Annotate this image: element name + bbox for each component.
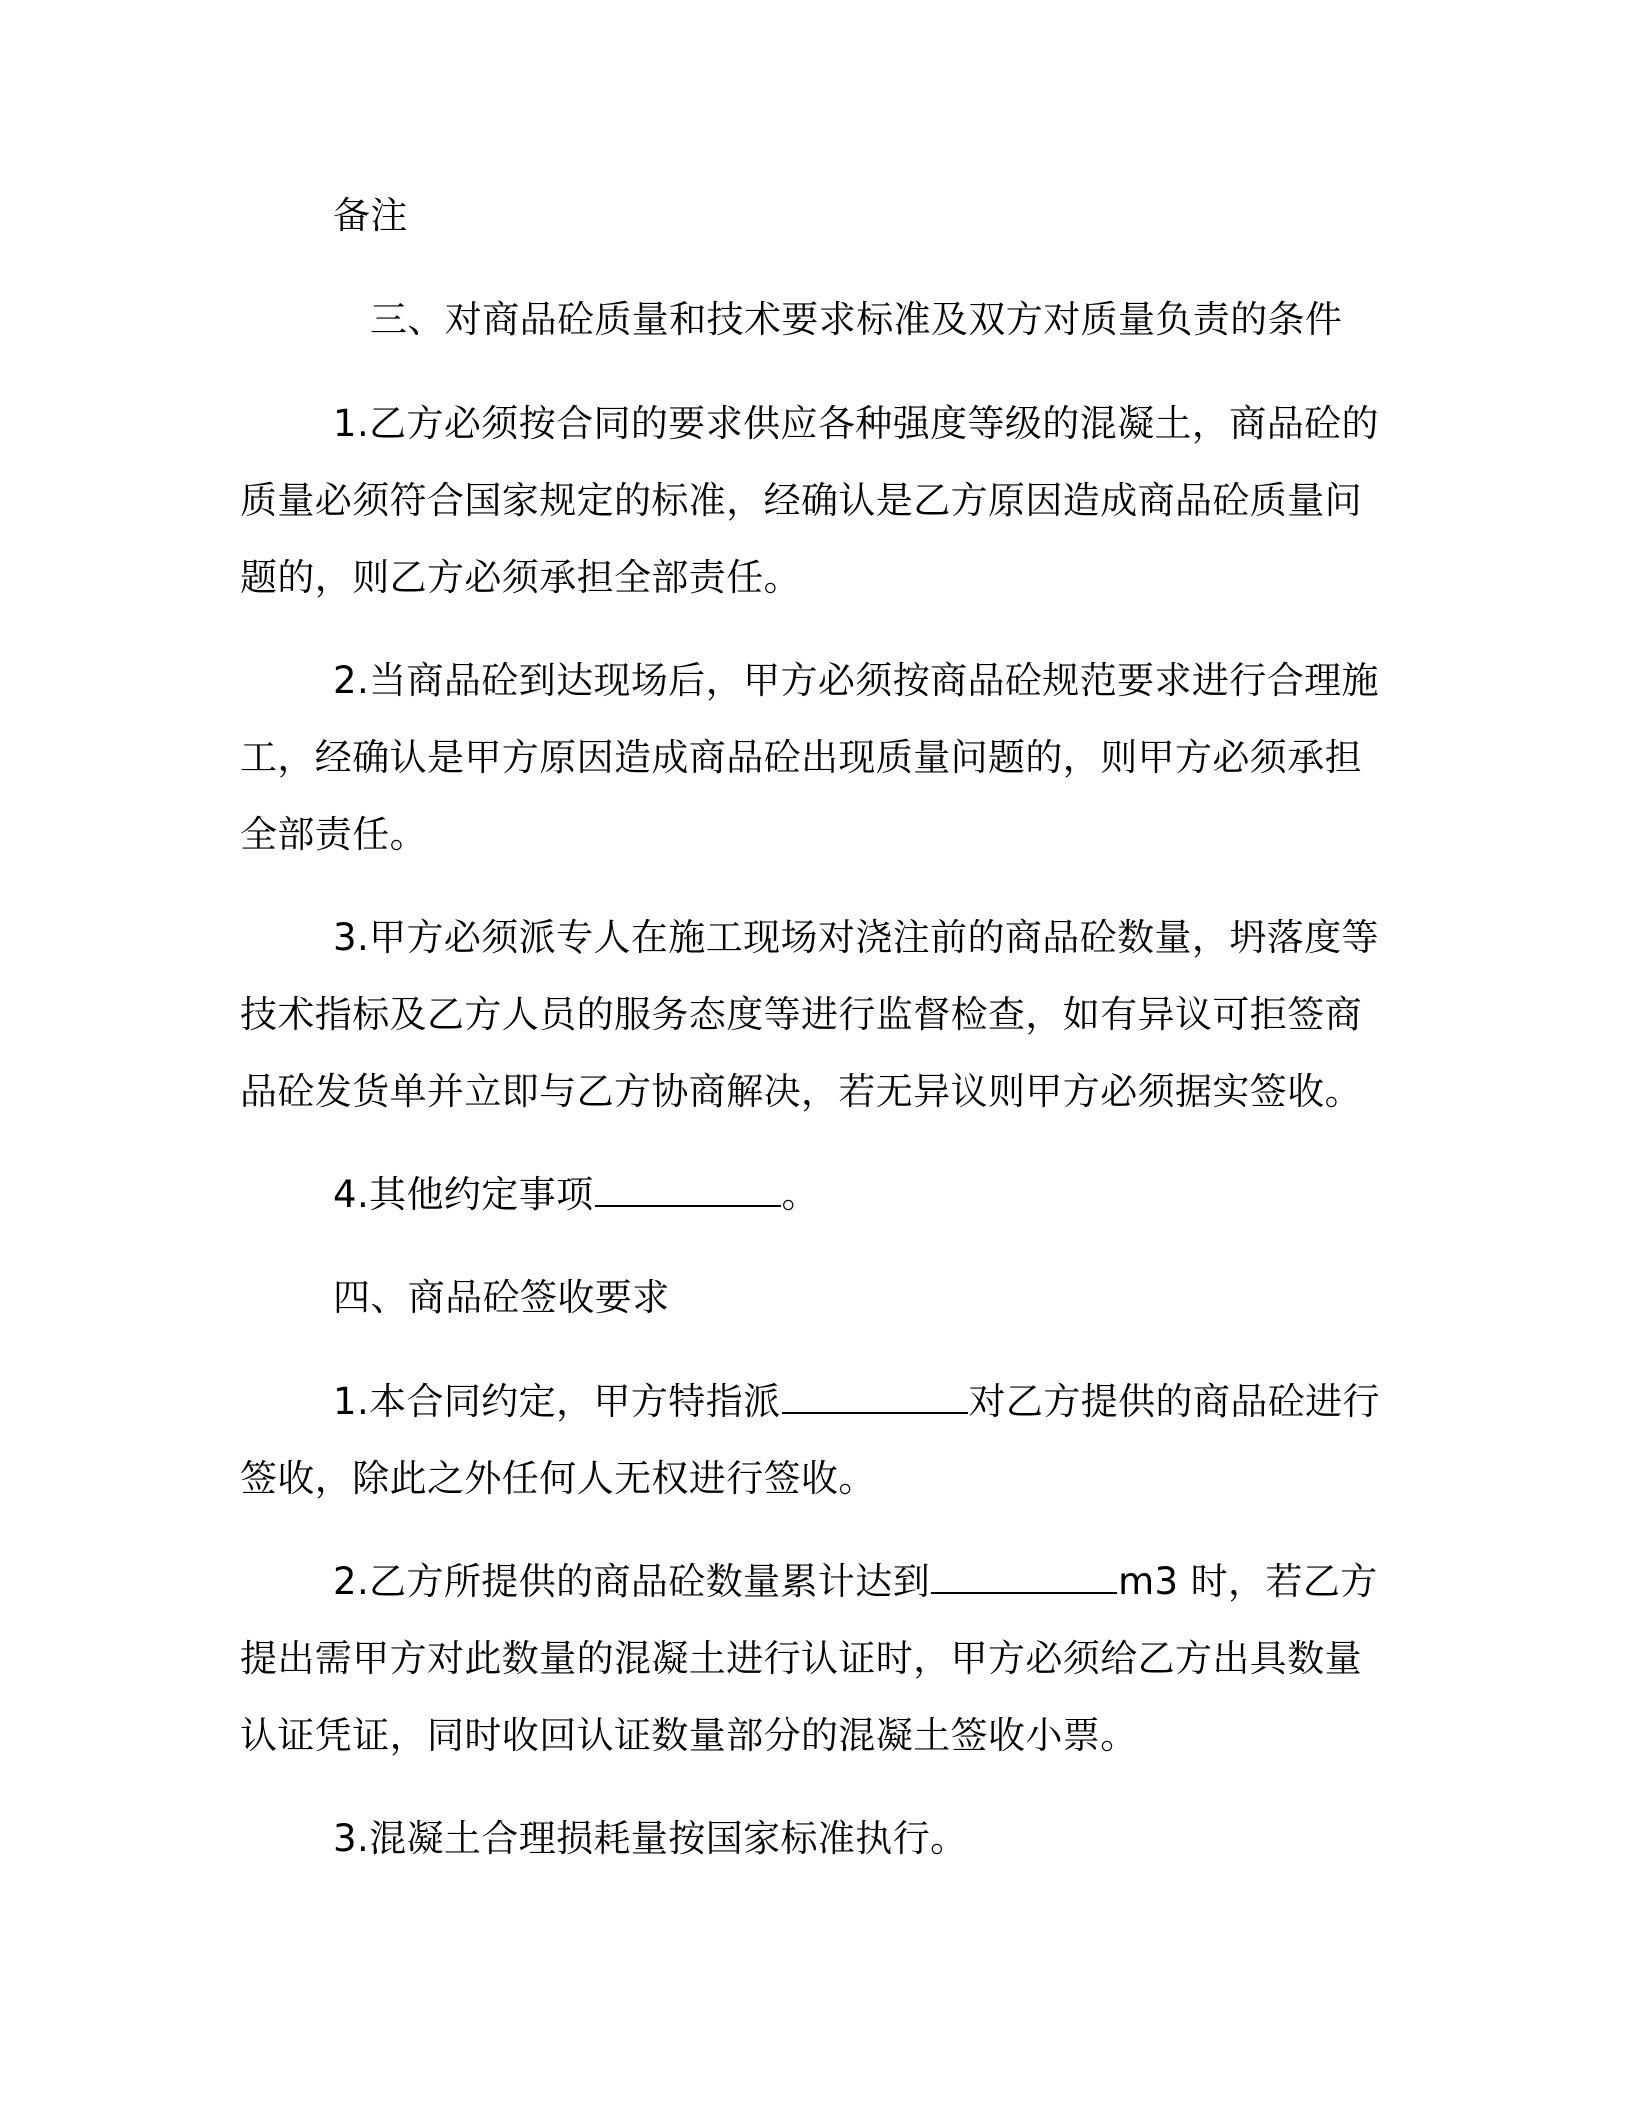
section-3-heading: 三、对商品砼质量和技术要求标准及双方对质量负责的条件 xyxy=(370,298,1343,341)
s4-item-1-text-end: 对乙方提供的商品砼进行 xyxy=(968,1380,1380,1423)
s3-item-4 xyxy=(333,1169,819,1221)
s3-item-4-text: 4.其他约定事项 xyxy=(333,1173,594,1216)
quantity-blank xyxy=(931,1558,1117,1594)
designated-person-blank xyxy=(782,1378,968,1414)
s4-item-3-line-1: 3.混凝土合理损耗量按国家标准执行。 xyxy=(333,1817,968,1860)
s3-item-1-line-1: 1.乙方必须按合同的要求供应各种强度等级的混凝土，商品砼的 xyxy=(333,402,1379,445)
other-terms-blank xyxy=(595,1171,781,1207)
s4-item-1-line-2: 签收，除此之外任何人无权进行签收。 xyxy=(240,1457,876,1500)
s3-item-1-line-2: 质量必须符合国家规定的标准，经确认是乙方原因造成商品砼质量问 xyxy=(240,479,1362,522)
s3-item-2-line-2: 工，经确认是甲方原因造成商品砼出现质量问题的，则甲方必须承担 xyxy=(240,736,1362,779)
s4-item-2-text: 2.乙方所提供的商品砼数量累计达到 xyxy=(333,1560,931,1603)
s4-item-2-line-1 xyxy=(333,1556,1378,1608)
s4-item-1-line-1 xyxy=(333,1376,1380,1428)
s3-item-4-end: 。 xyxy=(781,1173,819,1216)
s3-item-2-line-3: 全部责任。 xyxy=(240,813,427,856)
remark-label: 备注 xyxy=(333,194,408,237)
s4-item-2-line-2: 提出需甲方对此数量的混凝土进行认证时，甲方必须给乙方出具数量 xyxy=(240,1637,1362,1680)
s3-item-3-line-2: 技术指标及乙方人员的服务态度等进行监督检查，如有异议可拒签商 xyxy=(240,993,1362,1036)
s4-item-2-text-end: m3 时，若乙方 xyxy=(1118,1560,1378,1603)
s4-item-1-text: 1.本合同约定，甲方特指派 xyxy=(333,1380,781,1423)
section-4-heading: 四、商品砼签收要求 xyxy=(333,1276,670,1319)
s3-item-3-line-1: 3.甲方必须派专人在施工现场对浇注前的商品砼数量，坍落度等 xyxy=(333,916,1379,959)
s3-item-1-line-3: 题的，则乙方必须承担全部责任。 xyxy=(240,556,801,599)
s3-item-2-line-1: 2.当商品砼到达现场后，甲方必须按商品砼规范要求进行合理施 xyxy=(333,659,1379,702)
s4-item-2-line-3: 认证凭证，同时收回认证数量部分的混凝土签收小票。 xyxy=(240,1714,1138,1757)
s3-item-3-line-3: 品砼发货单并立即与乙方协商解决，若无异议则甲方必须据实签收。 xyxy=(240,1070,1362,1113)
